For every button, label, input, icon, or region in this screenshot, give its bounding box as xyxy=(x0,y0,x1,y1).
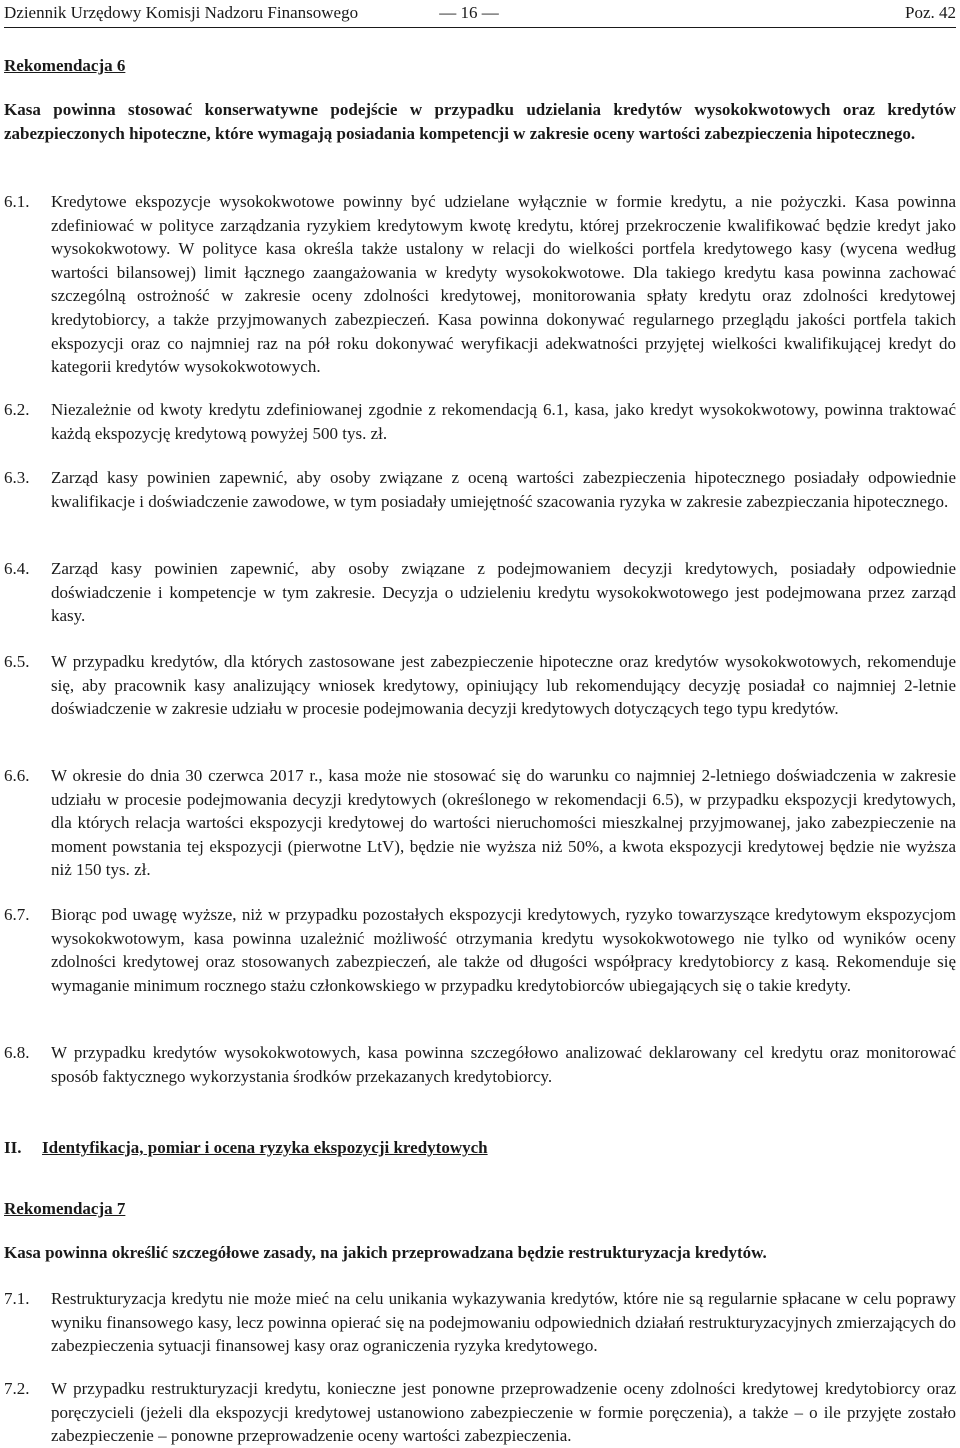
item-text: W przypadku kredytów, dla których zastosowane jest zabezpieczenie hipoteczne oraz kredytów wysokokwotowych, rekomenduje się, aby pracownik kasy analizujący wniosek kredytowy, opiniujący lub rekomendujący decyzję posiadał co najmniej 2-letnie doświadczenie w zakresie udziału w procesie podejmowania decyzji kredytowych dotyczących tego typu kredytów. xyxy=(51,652,956,719)
item-number: 7.2. xyxy=(4,1379,30,1398)
page-number: — 16 — xyxy=(439,3,499,22)
section-title: Identyfikacja, pomiar i ocena ryzyka ekspozycji kredytowych xyxy=(42,1138,488,1157)
item-number: 6.3. xyxy=(4,468,30,487)
section-number: II. xyxy=(4,1138,22,1157)
item-text: Zarząd kasy powinien zapewnić, aby osoby związane z podejmowaniem decyzji kredytowych, posiadały odpowiednie doświadczenie i kompetencje w tym zakresie. Decyzja o udzieleniu kredytu wysokokwotowego jest podejmowana przez zarząd kasy. xyxy=(51,559,956,626)
item-number: 6.1. xyxy=(4,192,30,211)
list-item-6-7 xyxy=(4,903,956,997)
page-header xyxy=(4,2,956,26)
list-item-7-2 xyxy=(4,1377,956,1448)
list-item-6-5 xyxy=(4,650,956,721)
item-number: 6.6. xyxy=(4,766,30,785)
item-text: Niezależnie od kwoty kredytu zdefiniowanej zgodnie z rekomendacją 6.1, kasa, jako kredyt wysokokwotowy, powinna traktować każdą ekspozycję kredytową powyżej 500 tys. zł. xyxy=(51,400,956,443)
position-number: Poz. 42 xyxy=(905,3,956,22)
recommendation-6-title: Rekomendacja 6 xyxy=(4,56,126,75)
list-item-6-6 xyxy=(4,764,956,882)
list-item-6-2 xyxy=(4,398,956,445)
list-item-6-4 xyxy=(4,557,956,628)
item-text: Restrukturyzacja kredytu nie może mieć na celu unikania wykazywania kredytów, które nie są regularnie spłacane w celu poprawy wyniku finansowego kasy, lecz powinna opierać się na podejmowaniu odpowiednich działań restrukturyzacyjnych zmierzających do zabezpieczenia sytuacji finansowej kasy oraz ograniczenia ryzyka kredytowego. xyxy=(51,1289,956,1356)
item-text: Zarząd kasy powinien zapewnić, aby osoby związane z oceną wartości zabezpieczenia hipotecznego posiadały odpowiednie kwalifikacje i doświadczenie zawodowe, w tym posiadały umiejętność szacowania ryzyka w zakresie zabezpieczania hipotecznego. xyxy=(51,468,956,511)
item-number: 7.1. xyxy=(4,1289,30,1308)
header-divider xyxy=(4,27,956,28)
item-number: 6.4. xyxy=(4,559,30,578)
item-text: W okresie do dnia 30 czerwca 2017 r., kasa może nie stosować się do warunku co najmniej 2-letniego doświadczenia w zakresie udziału w procesie podejmowania decyzji kredytowych (określonego w rekomendacji 6.5), w przypadku ekspozycji kredytowych, dla których relacja wartości ekspozycji kredytowej do wartości nieruchomości mieszkalnej przyjmowanej, jako zabezpieczenie na moment powstania tej ekspozycji (pierwotne LtV), będzie nie wyższa niż 50%, a kwota ekspozycji kredytowej będzie nie wyższa niż 150 tys. zł. xyxy=(51,766,956,880)
list-item-7-1 xyxy=(4,1287,956,1358)
item-number: 6.8. xyxy=(4,1043,30,1062)
item-text: W przypadku restrukturyzacji kredytu, konieczne jest ponowne przeprowadzenie oceny zdolności kredytowej kredytobiorcy oraz poręczycieli (jeżeli dla ekspozycji kredytowej ustanowiono zabezpieczenie w formie poręczenia), a także – o ile przyjęte zostało zabezpieczenie – ponowne przeprowadzenie oceny wartości zabezpieczenia. xyxy=(51,1379,956,1446)
item-text: W przypadku kredytów wysokokwotowych, kasa powinna szczegółowo analizować deklarowany cel kredytu oraz monitorować sposób faktycznego wykorzystania środków przekazanych kredytobiorcy. xyxy=(51,1043,956,1086)
item-text: Kredytowe ekspozycje wysokokwotowe powinny być udzielane wyłącznie w formie kredytu, a nie pożyczki. Kasa powinna zdefiniować w polityce zarządzania ryzykiem kredytowym kwotę kredytu, której przekroczenie kwalifikować będzie kredyt jako wysokokwotowy. W polityce kasa określa także ustalony w relacji do wielkości portfela kredytowego kasy (wycena według wartości bilansowej) limit łącznego zaangażowania w kredyty wysokokwotowe. Dla takiego kredytu kasa powinna zachować szczególną ostrożność w zakresie oceny zdolności kredytowej, monitorowania spłaty kredytu oraz zdolności kredytowej kredytobiorcy, a także przyjmowanych zabezpieczeń. Kasa powinna dokonywać regularnego przeglądu jakości portfela takich ekspozycji oraz co najmniej raz na pół roku dokonywać weryfikacji adekwatności przyjętej wielkości kwalifikującej kredyt do kategorii kredytów wysokokwotowych. xyxy=(51,192,956,377)
list-item-6-3 xyxy=(4,466,956,513)
list-item-6-8 xyxy=(4,1041,956,1088)
item-number: 6.2. xyxy=(4,400,30,419)
recommendation-6-lead: Kasa powinna stosować konserwatywne podejście w przypadku udzielania kredytów wysokokwotowych oraz kredytów zabezpieczonych hipoteczne, które wymagają posiadania kompetencji w zakresie oceny wartości zabezpieczenia hipotecznego. xyxy=(4,100,956,143)
item-number: 6.7. xyxy=(4,905,30,924)
item-number: 6.5. xyxy=(4,652,30,671)
recommendation-7-lead: Kasa powinna określić szczegółowe zasady, na jakich przeprowadzana będzie restrukturyzacja kredytów. xyxy=(4,1243,767,1262)
section-heading xyxy=(4,1136,956,1160)
journal-title: Dziennik Urzędowy Komisji Nadzoru Finansowego xyxy=(4,3,359,22)
item-text: Biorąc pod uwagę wyższe, niż w przypadku pozostałych ekspozycji kredytowych, ryzyko towarzyszące kredytowym ekspozycjom wysokokwotowym, kasa powinna uzależnić możliwość otrzymania kredytu wysokokwotowego nie tylko od wyników oceny zdolności kredytowej oraz stosowanych zabezpieczeń, ale także od długości współpracy kredytobiorcy z kasą. Rekomenduje się wymaganie minimum rocznego stażu członkowskiego w przypadku kredytobiorców ubiegających się o takie kredyty. xyxy=(51,905,956,995)
recommendation-7-title: Rekomendacja 7 xyxy=(4,1199,126,1218)
list-item-6-1 xyxy=(4,190,956,379)
